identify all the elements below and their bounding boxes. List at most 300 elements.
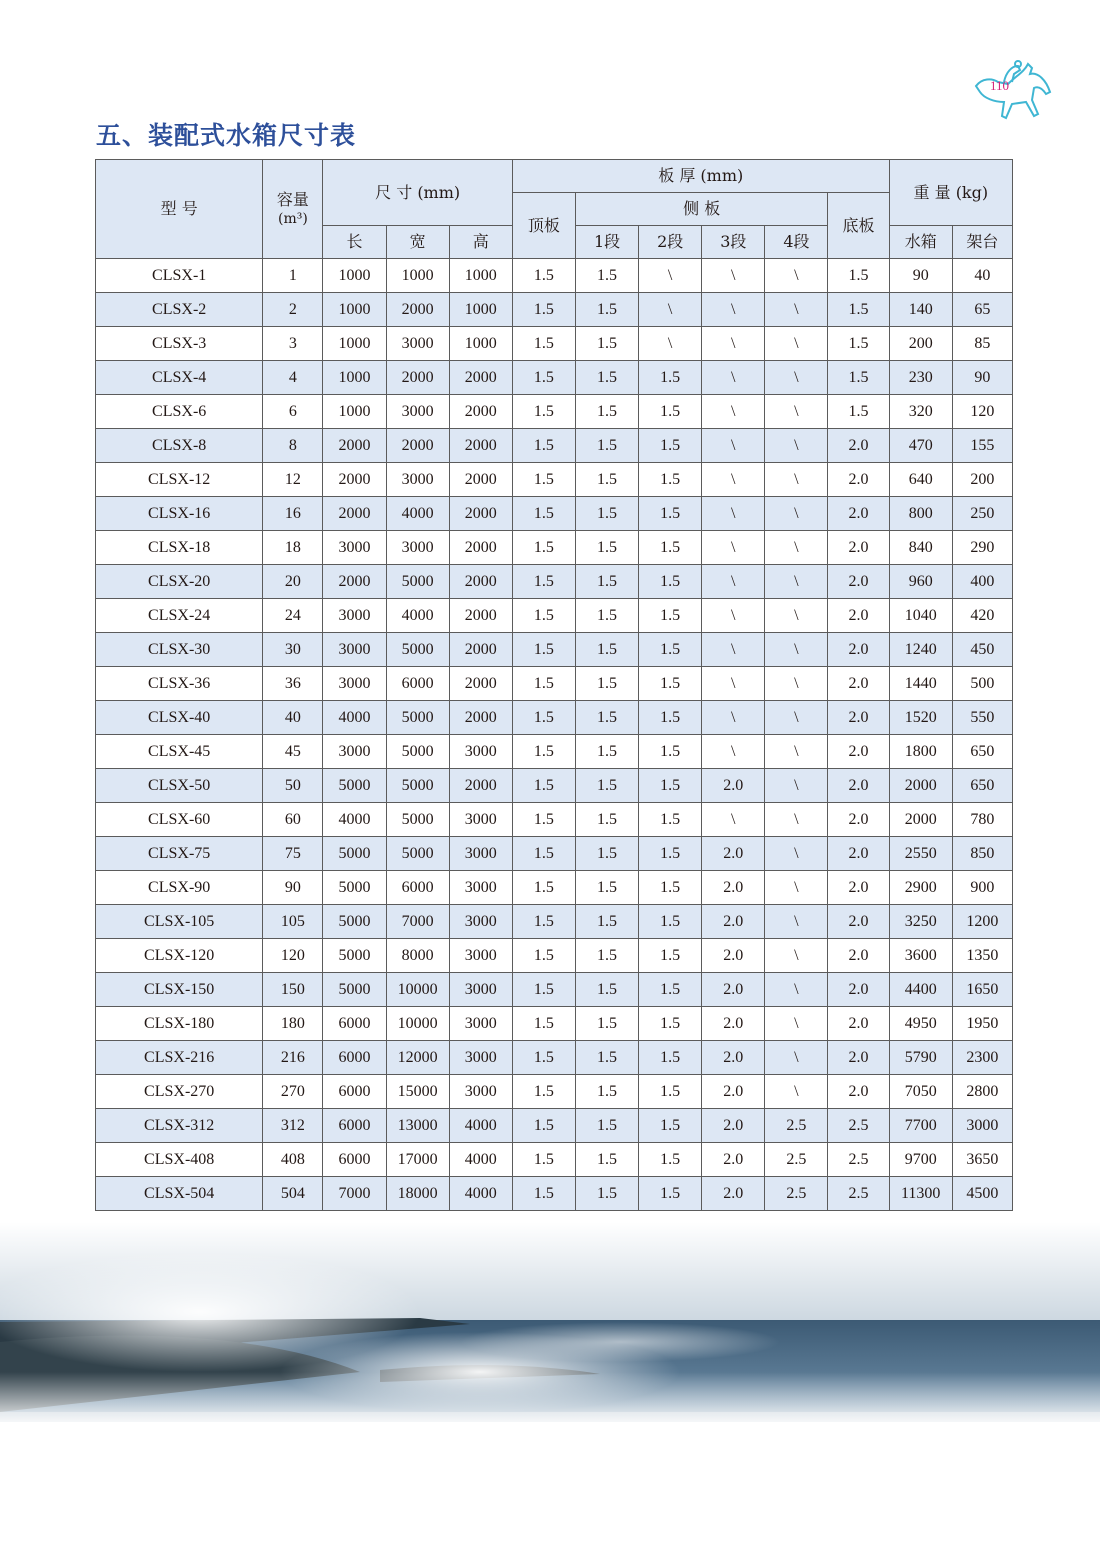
cell-top: 1.5: [512, 497, 575, 531]
cell-model: CLSX-4: [96, 361, 263, 395]
table-body: [96, 259, 1013, 1211]
cell-frame-weight: 550: [952, 701, 1012, 735]
cell-top: 1.5: [512, 633, 575, 667]
cell-capacity: 24: [263, 599, 323, 633]
cell-seg3: \: [702, 803, 765, 837]
cell-height: 2000: [449, 667, 512, 701]
cell-seg3: 2.0: [702, 1075, 765, 1109]
cell-height: 2000: [449, 531, 512, 565]
cell-capacity: 120: [263, 939, 323, 973]
header-capacity-unit: (m³): [278, 210, 308, 227]
cell-frame-weight: 900: [952, 871, 1012, 905]
cell-tank-weight: 200: [889, 327, 952, 361]
cell-top: 1.5: [512, 939, 575, 973]
cell-seg4: \: [765, 1007, 828, 1041]
cell-capacity: 3: [263, 327, 323, 361]
cell-seg4: \: [765, 803, 828, 837]
cell-seg4: \: [765, 395, 828, 429]
cell-height: 2000: [449, 701, 512, 735]
cell-length: 4000: [323, 803, 386, 837]
table-row: [96, 497, 1013, 531]
cell-model: CLSX-105: [96, 905, 263, 939]
cell-height: 4000: [449, 1177, 512, 1211]
cell-seg3: 2.0: [702, 1041, 765, 1075]
cell-seg1: 1.5: [575, 1041, 638, 1075]
cell-top: 1.5: [512, 1007, 575, 1041]
cell-seg4: \: [765, 327, 828, 361]
cell-seg1: 1.5: [575, 293, 638, 327]
cell-model: CLSX-180: [96, 1007, 263, 1041]
cell-height: 3000: [449, 905, 512, 939]
cell-seg4: 2.5: [765, 1177, 828, 1211]
cell-seg2: 1.5: [639, 871, 702, 905]
cell-length: 1000: [323, 327, 386, 361]
cell-seg1: 1.5: [575, 769, 638, 803]
cell-seg3: 2.0: [702, 1007, 765, 1041]
cell-seg4: \: [765, 361, 828, 395]
cell-length: 6000: [323, 1143, 386, 1177]
cell-seg3: \: [702, 667, 765, 701]
cell-seg4: \: [765, 599, 828, 633]
header-size: 尺 寸 (mm): [323, 160, 512, 226]
header-length: 长: [323, 226, 386, 259]
cell-model: CLSX-6: [96, 395, 263, 429]
table-row: [96, 973, 1013, 1007]
cell-seg2: 1.5: [639, 1143, 702, 1177]
cell-capacity: 4: [263, 361, 323, 395]
cell-height: 3000: [449, 939, 512, 973]
cell-tank-weight: 1800: [889, 735, 952, 769]
cell-height: 2000: [449, 497, 512, 531]
cell-height: 2000: [449, 463, 512, 497]
table-row: [96, 1041, 1013, 1075]
cell-frame-weight: 155: [952, 429, 1012, 463]
table-row: [96, 871, 1013, 905]
cell-tank-weight: 7050: [889, 1075, 952, 1109]
cell-seg4: \: [765, 497, 828, 531]
header-seg4: 4段: [765, 226, 828, 259]
horse-rider-icon: [968, 58, 1058, 130]
cell-height: 2000: [449, 429, 512, 463]
cell-width: 10000: [386, 1007, 449, 1041]
cell-bottom: 2.0: [828, 531, 889, 565]
cell-bottom: 2.5: [828, 1109, 889, 1143]
cell-length: 6000: [323, 1041, 386, 1075]
cell-seg2: 1.5: [639, 531, 702, 565]
cell-seg3: \: [702, 565, 765, 599]
cell-seg2: 1.5: [639, 395, 702, 429]
cell-top: 1.5: [512, 871, 575, 905]
cell-seg2: 1.5: [639, 939, 702, 973]
table-row: [96, 633, 1013, 667]
table-row: [96, 1143, 1013, 1177]
cell-length: 5000: [323, 905, 386, 939]
cell-height: 1000: [449, 293, 512, 327]
cell-model: CLSX-50: [96, 769, 263, 803]
cell-capacity: 312: [263, 1109, 323, 1143]
cell-model: CLSX-45: [96, 735, 263, 769]
cell-width: 1000: [386, 259, 449, 293]
cell-seg1: 1.5: [575, 1109, 638, 1143]
cell-bottom: 2.0: [828, 633, 889, 667]
cell-height: 3000: [449, 1075, 512, 1109]
cell-frame-weight: 90: [952, 361, 1012, 395]
cell-top: 1.5: [512, 837, 575, 871]
cell-frame-weight: 65: [952, 293, 1012, 327]
cell-width: 5000: [386, 633, 449, 667]
cell-tank-weight: 840: [889, 531, 952, 565]
cell-width: 3000: [386, 531, 449, 565]
cell-seg2: 1.5: [639, 565, 702, 599]
cell-top: 1.5: [512, 1143, 575, 1177]
cell-capacity: 270: [263, 1075, 323, 1109]
cell-seg2: 1.5: [639, 1075, 702, 1109]
cell-length: 5000: [323, 871, 386, 905]
header-seg3: 3段: [702, 226, 765, 259]
cell-seg2: \: [639, 259, 702, 293]
cell-frame-weight: 1350: [952, 939, 1012, 973]
header-height: 高: [449, 226, 512, 259]
cell-seg3: 2.0: [702, 871, 765, 905]
cell-seg3: \: [702, 599, 765, 633]
cell-length: 3000: [323, 599, 386, 633]
cell-seg1: 1.5: [575, 633, 638, 667]
cell-top: 1.5: [512, 429, 575, 463]
cell-seg3: \: [702, 463, 765, 497]
cell-seg1: 1.5: [575, 1007, 638, 1041]
table-row: [96, 395, 1013, 429]
table-row: [96, 327, 1013, 361]
table-row: [96, 599, 1013, 633]
cell-seg3: 2.0: [702, 1177, 765, 1211]
cell-top: 1.5: [512, 463, 575, 497]
cell-seg1: 1.5: [575, 939, 638, 973]
cell-bottom: 2.0: [828, 429, 889, 463]
cell-width: 3000: [386, 463, 449, 497]
cell-seg4: \: [765, 259, 828, 293]
cell-tank-weight: 2000: [889, 803, 952, 837]
cell-length: 2000: [323, 565, 386, 599]
cell-seg2: 1.5: [639, 361, 702, 395]
cell-seg1: 1.5: [575, 463, 638, 497]
cell-length: 1000: [323, 293, 386, 327]
cell-model: CLSX-120: [96, 939, 263, 973]
cell-seg3: \: [702, 259, 765, 293]
cell-seg1: 1.5: [575, 1143, 638, 1177]
cell-tank-weight: 9700: [889, 1143, 952, 1177]
cell-seg1: 1.5: [575, 701, 638, 735]
cell-tank-weight: 11300: [889, 1177, 952, 1211]
cell-bottom: 1.5: [828, 327, 889, 361]
cell-seg3: \: [702, 497, 765, 531]
cell-height: 1000: [449, 259, 512, 293]
page-title: 五、装配式水箱尺寸表: [96, 121, 357, 150]
header-side: 侧 板: [575, 193, 828, 226]
cell-tank-weight: 800: [889, 497, 952, 531]
cell-seg2: 1.5: [639, 735, 702, 769]
cell-height: 3000: [449, 1041, 512, 1075]
cell-seg3: \: [702, 429, 765, 463]
cell-tank-weight: 1040: [889, 599, 952, 633]
cell-frame-weight: 2300: [952, 1041, 1012, 1075]
cell-seg4: \: [765, 905, 828, 939]
tank-size-table: [95, 159, 1013, 1211]
cell-seg2: 1.5: [639, 1109, 702, 1143]
cell-width: 5000: [386, 837, 449, 871]
cell-width: 5000: [386, 701, 449, 735]
cell-seg3: \: [702, 735, 765, 769]
cell-capacity: 408: [263, 1143, 323, 1177]
cell-capacity: 16: [263, 497, 323, 531]
cell-frame-weight: 250: [952, 497, 1012, 531]
cell-length: 2000: [323, 429, 386, 463]
cell-length: 6000: [323, 1109, 386, 1143]
cell-seg1: 1.5: [575, 735, 638, 769]
cell-model: CLSX-16: [96, 497, 263, 531]
cell-width: 5000: [386, 565, 449, 599]
cell-seg3: \: [702, 701, 765, 735]
cell-seg2: 1.5: [639, 973, 702, 1007]
cell-model: CLSX-75: [96, 837, 263, 871]
table-row: [96, 939, 1013, 973]
cell-seg4: \: [765, 463, 828, 497]
cell-model: CLSX-270: [96, 1075, 263, 1109]
cell-length: 4000: [323, 701, 386, 735]
cell-top: 1.5: [512, 735, 575, 769]
cell-bottom: 2.0: [828, 599, 889, 633]
cell-bottom: 2.0: [828, 871, 889, 905]
cell-length: 1000: [323, 361, 386, 395]
cell-tank-weight: 1520: [889, 701, 952, 735]
cell-seg4: \: [765, 1041, 828, 1075]
cell-bottom: 2.0: [828, 701, 889, 735]
cell-seg2: 1.5: [639, 599, 702, 633]
cell-seg2: 1.5: [639, 667, 702, 701]
cell-seg1: 1.5: [575, 837, 638, 871]
cell-bottom: 2.0: [828, 1075, 889, 1109]
table-row: [96, 769, 1013, 803]
cell-tank-weight: 1440: [889, 667, 952, 701]
cell-tank-weight: 3600: [889, 939, 952, 973]
cell-top: 1.5: [512, 1177, 575, 1211]
cell-model: CLSX-24: [96, 599, 263, 633]
cell-capacity: 50: [263, 769, 323, 803]
cell-seg1: 1.5: [575, 565, 638, 599]
cell-length: 6000: [323, 1007, 386, 1041]
cell-seg4: \: [765, 565, 828, 599]
cell-seg2: \: [639, 327, 702, 361]
cell-tank-weight: 7700: [889, 1109, 952, 1143]
cell-seg2: 1.5: [639, 1007, 702, 1041]
cell-length: 3000: [323, 735, 386, 769]
cell-width: 18000: [386, 1177, 449, 1211]
cell-frame-weight: 2800: [952, 1075, 1012, 1109]
page-number: 110: [990, 78, 1010, 93]
cell-seg1: 1.5: [575, 361, 638, 395]
cell-model: CLSX-504: [96, 1177, 263, 1211]
cell-seg2: 1.5: [639, 905, 702, 939]
cell-tank-weight: 140: [889, 293, 952, 327]
cell-seg3: \: [702, 327, 765, 361]
cell-top: 1.5: [512, 769, 575, 803]
cell-width: 12000: [386, 1041, 449, 1075]
cell-capacity: 45: [263, 735, 323, 769]
cell-top: 1.5: [512, 531, 575, 565]
sea-wave-image: [0, 1222, 1100, 1422]
cell-frame-weight: 200: [952, 463, 1012, 497]
cell-width: 13000: [386, 1109, 449, 1143]
table-row: [96, 1007, 1013, 1041]
cell-top: 1.5: [512, 599, 575, 633]
cell-width: 2000: [386, 293, 449, 327]
cell-seg2: 1.5: [639, 837, 702, 871]
cell-tank-weight: 960: [889, 565, 952, 599]
header-tank: 水箱: [889, 226, 952, 259]
cell-capacity: 30: [263, 633, 323, 667]
cell-bottom: 2.0: [828, 837, 889, 871]
table-row: [96, 803, 1013, 837]
cell-model: CLSX-40: [96, 701, 263, 735]
cell-seg4: \: [765, 293, 828, 327]
cell-length: 3000: [323, 667, 386, 701]
cell-seg4: \: [765, 667, 828, 701]
cell-width: 8000: [386, 939, 449, 973]
cell-height: 2000: [449, 395, 512, 429]
cell-model: CLSX-36: [96, 667, 263, 701]
cell-seg3: \: [702, 361, 765, 395]
header-model-label: 型 号: [160, 199, 198, 219]
cell-frame-weight: 1650: [952, 973, 1012, 1007]
cell-length: 5000: [323, 837, 386, 871]
cell-length: 3000: [323, 633, 386, 667]
cell-frame-weight: 450: [952, 633, 1012, 667]
cell-seg2: \: [639, 293, 702, 327]
cell-height: 4000: [449, 1109, 512, 1143]
cell-top: 1.5: [512, 803, 575, 837]
cell-bottom: 2.5: [828, 1177, 889, 1211]
cell-tank-weight: 1240: [889, 633, 952, 667]
cell-width: 4000: [386, 599, 449, 633]
cell-bottom: 2.0: [828, 769, 889, 803]
cell-height: 3000: [449, 1007, 512, 1041]
cell-frame-weight: 400: [952, 565, 1012, 599]
cell-length: 6000: [323, 1075, 386, 1109]
cell-top: 1.5: [512, 565, 575, 599]
cell-bottom: 2.0: [828, 1041, 889, 1075]
cell-seg2: 1.5: [639, 463, 702, 497]
table-row: [96, 1177, 1013, 1211]
cell-capacity: 150: [263, 973, 323, 1007]
cell-seg2: 1.5: [639, 1041, 702, 1075]
cell-width: 17000: [386, 1143, 449, 1177]
cell-frame-weight: 85: [952, 327, 1012, 361]
cell-bottom: 1.5: [828, 361, 889, 395]
cell-bottom: 2.0: [828, 735, 889, 769]
cell-frame-weight: 500: [952, 667, 1012, 701]
cell-length: 2000: [323, 497, 386, 531]
cell-seg4: \: [765, 701, 828, 735]
cell-height: 2000: [449, 633, 512, 667]
cell-capacity: 12: [263, 463, 323, 497]
cell-tank-weight: 320: [889, 395, 952, 429]
table-row: [96, 667, 1013, 701]
cell-length: 5000: [323, 973, 386, 1007]
cell-model: CLSX-20: [96, 565, 263, 599]
cell-seg4: \: [765, 735, 828, 769]
cell-length: 7000: [323, 1177, 386, 1211]
cell-seg1: 1.5: [575, 803, 638, 837]
cell-top: 1.5: [512, 1075, 575, 1109]
cell-model: CLSX-150: [96, 973, 263, 1007]
cell-seg1: 1.5: [575, 1177, 638, 1211]
cell-height: 2000: [449, 565, 512, 599]
table-row: [96, 1075, 1013, 1109]
cell-width: 3000: [386, 395, 449, 429]
cell-capacity: 75: [263, 837, 323, 871]
cell-length: 1000: [323, 395, 386, 429]
cell-width: 6000: [386, 667, 449, 701]
header-frame: 架台: [952, 226, 1012, 259]
cell-seg3: 2.0: [702, 973, 765, 1007]
header-capacity: [263, 160, 323, 259]
cell-seg2: 1.5: [639, 769, 702, 803]
cell-tank-weight: 2000: [889, 769, 952, 803]
table-row: [96, 429, 1013, 463]
cell-seg4: \: [765, 429, 828, 463]
cell-height: 3000: [449, 837, 512, 871]
cell-seg1: 1.5: [575, 497, 638, 531]
cell-width: 5000: [386, 769, 449, 803]
cell-tank-weight: 2900: [889, 871, 952, 905]
cell-tank-weight: 4400: [889, 973, 952, 1007]
cell-width: 5000: [386, 803, 449, 837]
header-weight: 重 量 (kg): [889, 160, 1012, 226]
cell-bottom: 2.0: [828, 565, 889, 599]
cell-capacity: 40: [263, 701, 323, 735]
cell-seg2: 1.5: [639, 803, 702, 837]
cell-seg3: 2.0: [702, 837, 765, 871]
cell-seg4: \: [765, 633, 828, 667]
cell-length: 3000: [323, 531, 386, 565]
cell-bottom: 2.0: [828, 667, 889, 701]
cell-seg3: 2.0: [702, 1143, 765, 1177]
cell-model: CLSX-216: [96, 1041, 263, 1075]
cell-model: CLSX-3: [96, 327, 263, 361]
cell-tank-weight: 4950: [889, 1007, 952, 1041]
header-seg2: 2段: [639, 226, 702, 259]
cell-width: 15000: [386, 1075, 449, 1109]
cell-seg1: 1.5: [575, 1075, 638, 1109]
cell-width: 5000: [386, 735, 449, 769]
cell-seg1: 1.5: [575, 259, 638, 293]
cell-seg4: \: [765, 769, 828, 803]
cell-seg3: 2.0: [702, 939, 765, 973]
cell-frame-weight: 420: [952, 599, 1012, 633]
cell-bottom: 2.0: [828, 803, 889, 837]
cell-tank-weight: 640: [889, 463, 952, 497]
cell-height: 3000: [449, 871, 512, 905]
cell-frame-weight: 850: [952, 837, 1012, 871]
header-top: 顶板: [512, 193, 575, 259]
table-row: [96, 837, 1013, 871]
cell-bottom: 1.5: [828, 395, 889, 429]
cell-capacity: 6: [263, 395, 323, 429]
cell-height: 2000: [449, 769, 512, 803]
cell-width: 4000: [386, 497, 449, 531]
cell-bottom: 2.0: [828, 973, 889, 1007]
cell-seg1: 1.5: [575, 599, 638, 633]
cell-tank-weight: 470: [889, 429, 952, 463]
